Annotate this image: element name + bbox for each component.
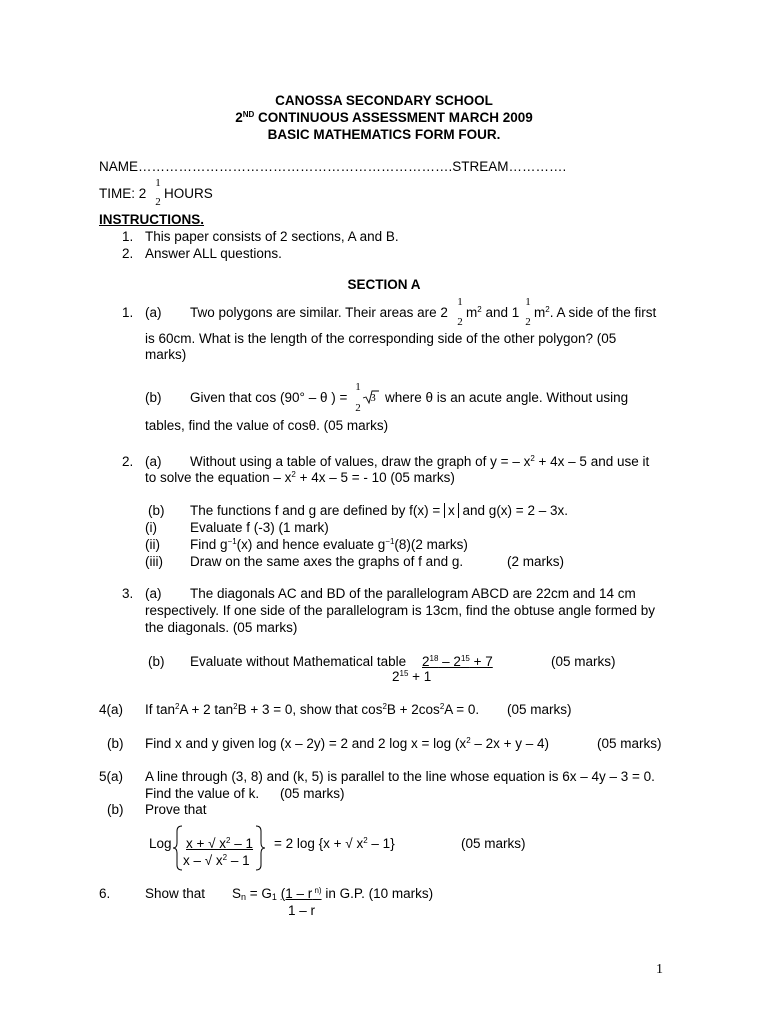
q3a-line-3: the diagonals. (05 marks) <box>145 620 298 635</box>
q4a-s2: 2 <box>233 702 238 711</box>
q1a-label: (a) <box>145 305 162 320</box>
q1a-frac1-num: 1 <box>457 296 463 308</box>
q1b-frac-den: 2 <box>355 402 361 414</box>
q6-s-sub: n <box>241 892 247 902</box>
q2b-label: (b) <box>148 503 165 518</box>
q4b-2: – 2x + y – 4) <box>470 736 550 751</box>
q2b-i-label: (i) <box>145 520 157 535</box>
q3b-label: (b) <box>148 654 165 669</box>
q2a-line-2-b: + 4x – 5 = - 10 (05 marks) <box>295 470 455 485</box>
q2b-ii-sup2: −1 <box>385 537 395 546</box>
q2a-line-2 <box>145 470 455 486</box>
exam-title <box>0 110 768 126</box>
q1a-text-5: . A side of the first <box>549 305 657 320</box>
q4b-marks: (05 marks) <box>597 736 662 751</box>
time-suffix: HOURS <box>164 186 213 201</box>
q4a-3: B + 3 = 0, show that cos <box>237 702 383 717</box>
q1-number: 1. <box>122 305 134 320</box>
q1a-text-4: m <box>534 305 546 320</box>
q1a-line-2: is 60cm. What is the length of the corresponding side of the other polygon? (05 <box>145 331 617 346</box>
q1a-text-2-sup: 2 <box>477 305 482 314</box>
q1b-frac-num: 1 <box>355 381 361 393</box>
q3-number: 3. <box>122 586 134 601</box>
q2a-line-1-a: Without using a table of values, draw the graph of y = – x <box>190 454 531 469</box>
q3a-line-1: The diagonals AC and BD of the parallelogram ABCD are 22cm and 14 cm <box>190 586 636 601</box>
q5a-line-2: Find the value of k. <box>145 786 260 801</box>
q5b-rhs-b: – 1} <box>367 836 395 851</box>
q4a-label: 4(a) <box>99 702 124 717</box>
q1a-frac2-den: 2 <box>525 316 531 328</box>
instruction-2-text: Answer ALL questions. <box>145 246 282 261</box>
q2b-ii-a: Find g <box>190 537 228 552</box>
q1a-text-4-sup: 2 <box>545 305 550 314</box>
page-number: 1 <box>656 962 663 977</box>
q6-s: S <box>232 886 242 901</box>
name-stream-line: NAME…………………………………………………………….STREAM…………. <box>99 159 567 174</box>
q2b-ii-sup1: −1 <box>227 537 237 546</box>
q2b-ii-text <box>190 537 468 553</box>
q5b-text: Prove that <box>145 802 207 817</box>
q5b-num-b: – 1 <box>230 836 254 851</box>
q4a-text <box>145 702 479 718</box>
q1a-text-3: and 1 <box>481 305 520 320</box>
q3b-numerator <box>422 654 493 670</box>
q5b-numerator <box>186 836 253 852</box>
q2b-abs-x: x <box>444 503 459 518</box>
section-a-heading: SECTION A <box>347 277 421 292</box>
q2b-i-text: Evaluate f (-3) (1 mark) <box>190 520 329 535</box>
q5b-rhs <box>274 836 395 852</box>
q1a-line-3: marks) <box>145 347 187 362</box>
q3b-num-s2: 15 <box>460 654 470 663</box>
q3a-label: (a) <box>145 586 162 601</box>
q4a-s4: 2 <box>439 702 445 711</box>
q5b-num-s: 2 <box>226 836 231 845</box>
q1b-text-1: Given that cos (90° – θ ) = <box>190 390 348 405</box>
q2b-text-a: The functions f and g are defined by f(x) = <box>190 503 445 518</box>
q3b-den-b: + 1 <box>408 669 432 684</box>
q4a-s1: 2 <box>175 702 180 711</box>
q1b-sqrt-value: 3 <box>370 392 376 404</box>
q2a-label: (a) <box>145 454 162 469</box>
q3b-num-a: 2 <box>422 654 430 669</box>
q6-formula <box>232 886 433 902</box>
q5b-rhs-a: = 2 log {x + √ x <box>274 836 364 851</box>
q3b-num-b: – 2 <box>438 654 461 669</box>
instruction-2-number: 2. <box>122 246 134 261</box>
q6-text: Show that <box>145 886 206 901</box>
q5b-right-brace <box>254 825 266 871</box>
subject-title: BASIC MATHEMATICS FORM FOUR. <box>267 127 501 142</box>
q2a-line-2-sup: 2 <box>291 470 296 479</box>
q2-number: 2. <box>122 454 134 469</box>
exam-title-prefix: 2 <box>235 110 243 125</box>
q2b-ii-b: (x) and hence evaluate g <box>236 537 386 552</box>
q5a-label: 5(a) <box>99 769 124 784</box>
q4a-4: B + 2cos <box>386 702 440 717</box>
q6-num-s: n) <box>312 886 322 895</box>
q1b-text-2: where θ is an acute angle. Without using <box>385 390 629 405</box>
q5b-den-a: x – √ x <box>183 853 223 868</box>
q2b-text <box>190 503 568 519</box>
q5a-marks: (05 marks) <box>280 786 345 801</box>
q3b-den-s: 15 <box>399 669 409 678</box>
q5b-marks: (05 marks) <box>461 836 526 851</box>
q2a-line-1 <box>190 454 649 470</box>
q4a-5: A = 0. <box>444 702 480 717</box>
school-name: CANOSSA SECONDARY SCHOOL <box>275 93 493 108</box>
q2b-ii-label: (ii) <box>145 537 160 552</box>
q6-numerator <box>281 886 322 901</box>
q5b-den-b: – 1 <box>227 853 250 868</box>
instruction-1-text: This paper consists of 2 sections, A and B. <box>145 229 399 244</box>
q4a-s3: 2 <box>382 702 387 711</box>
time-frac-num: 1 <box>155 177 161 189</box>
q6-g-sub: 1 <box>271 892 277 902</box>
q4b-label: (b) <box>107 736 124 751</box>
q5a-line-1: A line through (3, 8) and (k, 5) is parallel to the line whose equation is 6x – 4y – 3 = 0. <box>145 769 655 784</box>
q4a-1: If tan <box>145 702 176 717</box>
q2b-iii-label: (iii) <box>145 554 163 569</box>
q5b-label: (b) <box>107 802 124 817</box>
q2b-ii-c: (8)(2 marks) <box>394 537 468 552</box>
q1a-frac1-den: 2 <box>457 316 463 328</box>
instructions-heading: INSTRUCTIONS. <box>99 212 205 227</box>
q1a-text-2: m <box>466 305 478 320</box>
q4b-text <box>145 736 549 752</box>
q6-number: 6. <box>99 886 111 901</box>
q2b-iii-marks: (2 marks) <box>507 554 564 569</box>
q5b-den-s: 2 <box>222 853 228 862</box>
q3a-line-2: respectively. If one side of the parallelogram is 13cm, find the obtuse angle formed by <box>145 603 656 618</box>
exam-title-sup: ND <box>242 110 255 119</box>
q6-denominator: 1 – r <box>288 903 316 918</box>
q6-eq: = G <box>246 886 272 901</box>
q2a-line-1-sup: 2 <box>530 454 535 463</box>
q1a-text-1: Two polygons are similar. Their areas are 2 <box>190 305 448 320</box>
q2b-iii-text: Draw on the same axes the graphs of f and g. <box>190 554 464 569</box>
q3b-num-c: + 7 <box>469 654 493 669</box>
q5b-num-a: x + √ x <box>186 836 227 851</box>
q4b-s: 2 <box>466 736 471 745</box>
q3b-text: Evaluate without Mathematical table <box>190 654 407 669</box>
q1b-label: (b) <box>145 390 162 405</box>
q6-rest: in G.P. (10 marks) <box>321 886 434 901</box>
q3b-num-s1: 18 <box>429 654 439 663</box>
q3b-den-a: 2 <box>392 669 400 684</box>
q4a-marks: (05 marks) <box>507 702 572 717</box>
q4b-1: Find x and y given log (x – 2y) = 2 and 2 log x = log (x <box>145 736 467 751</box>
q3b-denominator <box>392 669 431 685</box>
q5b-denominator <box>183 853 250 869</box>
q5b-log: Log <box>149 836 172 851</box>
q3b-marks: (05 marks) <box>551 654 616 669</box>
instruction-1-number: 1. <box>122 229 134 244</box>
q1a-area2-unit <box>534 305 656 321</box>
exam-title-rest: CONTINUOUS ASSESSMENT MARCH 2009 <box>254 110 533 125</box>
q2a-line-1-b: + 4x – 5 and use it <box>534 454 650 469</box>
q4a-2: A + 2 tan <box>179 702 234 717</box>
q5b-rhs-s: 2 <box>363 836 368 845</box>
time-frac-den: 2 <box>155 196 161 208</box>
q1a-area1-unit <box>466 305 519 321</box>
q1b-line-2: tables, find the value of cosθ. (05 marks) <box>145 418 389 433</box>
q2b-text-b: and g(x) = 2 – 3x. <box>458 503 568 518</box>
q6-num-a: (1 – r <box>280 886 313 901</box>
q2a-line-2-a: to solve the equation – x <box>145 470 292 485</box>
q1a-frac2-num: 1 <box>525 296 531 308</box>
time-prefix: TIME: 2 <box>99 186 147 201</box>
